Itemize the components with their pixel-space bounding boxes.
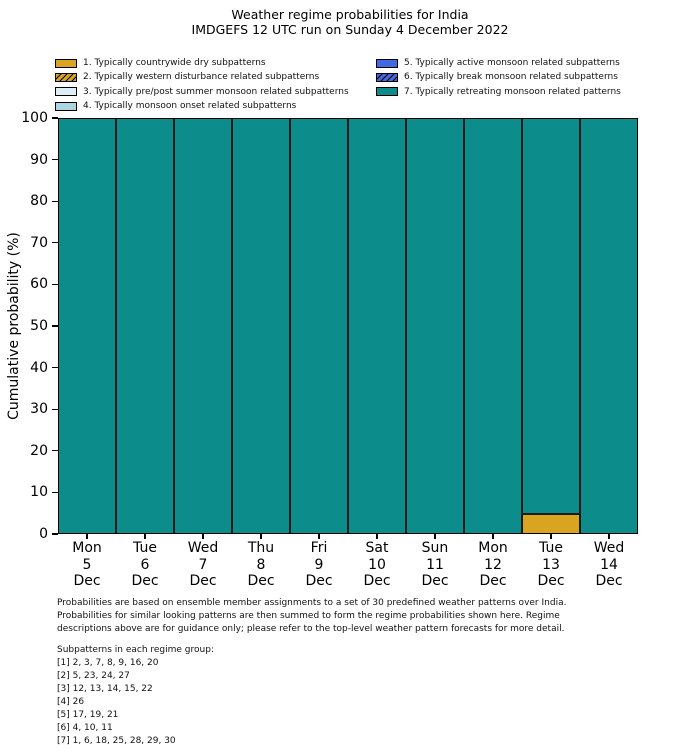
bar-segment-regime-7 <box>580 118 638 534</box>
x-tick-label-line: Dec <box>363 573 391 589</box>
y-tick-mark <box>52 117 58 118</box>
y-tick-label: 10 <box>30 484 48 501</box>
y-tick-mark <box>52 201 58 202</box>
bar-segment-regime-7 <box>348 118 406 534</box>
legend-item-label: 6. Typically break monsoon related subpatterns <box>404 72 618 83</box>
y-tick-label: 40 <box>30 359 48 376</box>
x-tick-label <box>522 540 580 590</box>
bar-wed-7-dec <box>174 118 232 534</box>
legend-swatch-icon <box>55 102 77 111</box>
x-tick-mark <box>86 534 87 539</box>
x-tick-label-line: Dec <box>247 573 275 589</box>
legend-swatch-icon <box>55 87 77 96</box>
x-tick-label-line: Wed <box>187 540 219 556</box>
x-tick-label <box>174 540 232 590</box>
x-tick-label-line: 6 <box>140 556 150 573</box>
y-tick-mark <box>52 450 58 451</box>
x-tick-label-line: Sat <box>365 540 389 556</box>
x-tick-mark <box>550 534 551 539</box>
x-tick-label-line: Dec <box>305 573 333 589</box>
y-tick-label: 70 <box>30 234 48 251</box>
y-tick-label: 100 <box>21 110 48 126</box>
subpattern-group-line: [6] 4, 10, 11 <box>57 723 113 733</box>
subpatterns-heading: Subpatterns in each regime group: <box>57 645 214 655</box>
legend-item <box>55 85 349 99</box>
x-tick-mark <box>202 534 203 539</box>
x-tick-label-line: Dec <box>421 573 449 589</box>
y-tick-label: 60 <box>30 276 48 293</box>
bar-segment-regime-7 <box>522 118 580 514</box>
x-tick-label-line: Thu <box>247 540 275 556</box>
legend-swatch-icon <box>376 59 398 68</box>
x-tick-label-line: Tue <box>133 540 157 556</box>
bar-tue-6-dec <box>116 118 174 534</box>
footnote-text <box>57 597 677 636</box>
x-tick-label-line: Dec <box>73 573 101 589</box>
subpattern-group-line: [3] 12, 13, 14, 15, 22 <box>57 684 153 694</box>
bar-sat-10-dec <box>348 118 406 534</box>
y-tick-mark <box>52 325 58 326</box>
legend-swatch-icon <box>376 87 398 96</box>
plot-area <box>58 118 638 534</box>
legend-item-label: 5. Typically active monsoon related subpatterns <box>404 58 620 69</box>
legend-item-label: 1. Typically countrywide dry subpatterns <box>83 58 266 69</box>
chart-title <box>0 7 700 37</box>
subpatterns-list <box>57 657 457 748</box>
x-tick-label-line: Dec <box>479 573 507 589</box>
x-tick-label-line: Wed <box>593 540 625 556</box>
x-tick-label <box>116 540 174 590</box>
bar-segment-regime-7 <box>406 118 464 534</box>
subpattern-group-line: [2] 5, 23, 24, 27 <box>57 671 130 681</box>
legend-item <box>55 56 349 70</box>
legend-item <box>55 70 349 84</box>
subpattern-group-line: [5] 17, 19, 21 <box>57 710 119 720</box>
bar-sun-11-dec <box>406 118 464 534</box>
legend-item <box>376 56 621 70</box>
x-tick-label-line: Dec <box>131 573 159 589</box>
y-tick-label: 80 <box>30 193 48 210</box>
x-tick-label <box>290 540 348 590</box>
legend-swatch-icon <box>55 73 77 82</box>
footnote-line: Probabilities for similar looking patterns are then summed to form the regime probabilities shown here. Regime <box>57 611 560 621</box>
legend-item <box>376 85 621 99</box>
bar-fri-9-dec <box>290 118 348 534</box>
bar-mon-5-dec <box>58 118 116 534</box>
subpattern-group-line: [4] 26 <box>57 697 85 707</box>
x-tick-label-line: Mon <box>478 540 508 556</box>
bar-thu-8-dec <box>232 118 290 534</box>
y-tick-mark <box>52 242 58 243</box>
bar-segment-regime-7 <box>464 118 522 534</box>
legend-item-label: 2. Typically western disturbance related subpatterns <box>83 72 320 83</box>
x-tick-mark <box>376 534 377 539</box>
legend-item-label: 3. Typically pre/post summer monsoon related subpatterns <box>83 86 349 97</box>
y-tick-mark <box>52 284 58 285</box>
x-tick-mark <box>608 534 609 539</box>
x-tick-label <box>348 540 406 590</box>
legend-item <box>376 70 621 84</box>
stacked-bars <box>58 118 638 534</box>
x-tick-label-line: Dec <box>537 573 565 589</box>
y-tick-label: 90 <box>30 151 48 168</box>
footnote-line: descriptions above are for guidance only; please refer to the top-level weather pattern forecasts for more detail. <box>57 624 565 634</box>
x-tick-label-line: 5 <box>82 556 92 573</box>
bar-segment-regime-7 <box>58 118 116 534</box>
x-tick-label <box>58 540 116 590</box>
x-tick-label-line: Sun <box>421 540 449 556</box>
x-tick-mark <box>260 534 261 539</box>
bar-mon-12-dec <box>464 118 522 534</box>
x-tick-label <box>406 540 464 590</box>
bar-tue-13-dec <box>522 118 580 534</box>
x-tick-label-line: 13 <box>542 556 560 573</box>
x-tick-label-line: 12 <box>484 556 502 573</box>
y-tick-mark <box>52 159 58 160</box>
x-tick-mark <box>318 534 319 539</box>
x-tick-label-line: Tue <box>539 540 563 556</box>
x-tick-label-line: Fri <box>310 540 328 556</box>
chart-title-line1: Weather regime probabilities for India <box>231 7 469 22</box>
subpattern-group-line: [1] 2, 3, 7, 8, 9, 16, 20 <box>57 658 159 668</box>
chart-title-line2: IMDGEFS 12 UTC run on Sunday 4 December 2022 <box>191 22 509 37</box>
y-tick-label: 30 <box>30 401 48 418</box>
x-tick-label-line: 8 <box>256 556 266 573</box>
x-tick-mark <box>492 534 493 539</box>
bar-segment-regime-7 <box>116 118 174 534</box>
x-tick-label-line: 14 <box>600 556 618 573</box>
y-tick-label: 20 <box>30 442 48 459</box>
x-tick-label-line: 9 <box>314 556 324 573</box>
x-tick-label-line: 7 <box>198 556 208 573</box>
legend-column-right <box>376 56 621 99</box>
x-tick-mark <box>144 534 145 539</box>
bar-wed-14-dec <box>580 118 638 534</box>
y-tick-mark <box>52 367 58 368</box>
x-tick-label-line: 11 <box>426 556 444 573</box>
x-tick-label-line: 10 <box>368 556 386 573</box>
legend-swatch-icon <box>55 59 77 68</box>
x-tick-label-line: Dec <box>189 573 217 589</box>
legend-column-left <box>55 56 349 113</box>
legend-item <box>55 99 349 113</box>
bar-segment-regime-1 <box>522 514 580 534</box>
y-tick-mark <box>52 533 58 534</box>
y-axis-label: Cumulative probability (%) <box>6 232 22 420</box>
x-tick-label-line: Mon <box>72 540 102 556</box>
legend-swatch-icon <box>376 73 398 82</box>
x-tick-label-line: Dec <box>595 573 623 589</box>
x-tick-mark <box>434 534 435 539</box>
y-tick-mark <box>52 492 58 493</box>
bar-segment-regime-7 <box>232 118 290 534</box>
y-tick-label: 0 <box>39 526 48 542</box>
footnote-line: Probabilities are based on ensemble member assignments to a set of 30 predefined weather patterns over India. <box>57 598 567 608</box>
subpatterns-block <box>57 644 457 748</box>
bar-segment-regime-7 <box>290 118 348 534</box>
y-tick-mark <box>52 409 58 410</box>
x-tick-label <box>580 540 638 590</box>
x-tick-label <box>232 540 290 590</box>
legend-item-label: 4. Typically monsoon onset related subpatterns <box>83 101 297 112</box>
bar-segment-regime-7 <box>174 118 232 534</box>
y-tick-label: 50 <box>30 318 48 334</box>
legend-item-label: 7. Typically retreating monsoon related patterns <box>404 86 621 97</box>
subpattern-group-line: [7] 1, 6, 18, 25, 28, 29, 30 <box>57 736 176 746</box>
x-tick-label <box>464 540 522 590</box>
